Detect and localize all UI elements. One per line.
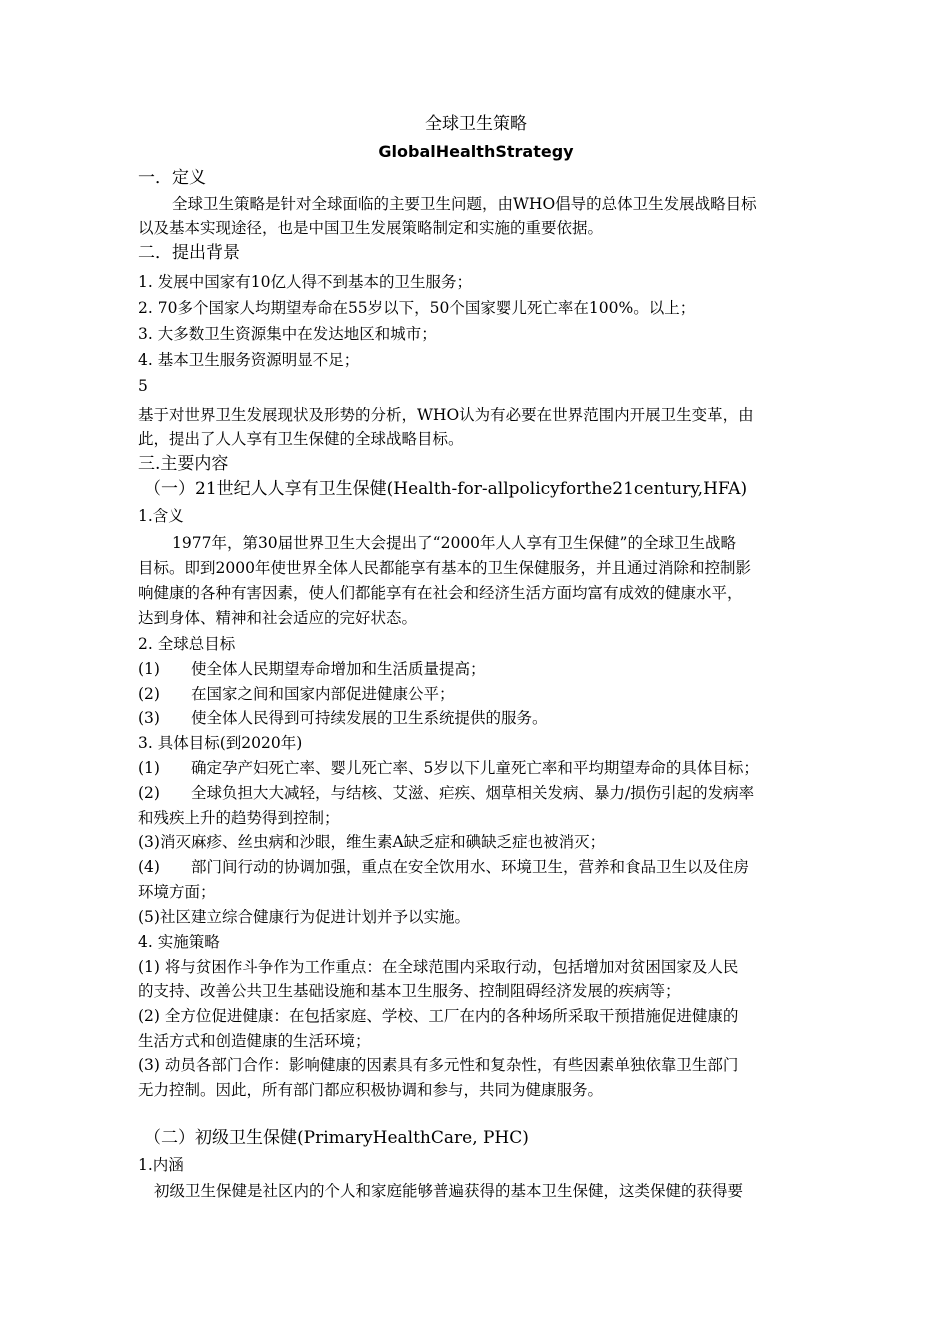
paragraph-line: 响健康的各种有害因素，使人们都能享有在社会和经济生活方面均富有成效的健康水平， [138, 584, 743, 602]
item-heading: 1.含义 [138, 507, 184, 525]
list-item: 5 [138, 377, 148, 395]
list-item: (4) 部门间行动的协调加强，重点在安全饮用水、环境卫生，营养和食品卫生以及住房 [138, 858, 749, 876]
paragraph-line: 和残疾上升的趋势得到控制； [138, 809, 340, 827]
paragraph-line: 的支持、改善公共卫生基础设施和基本卫生服务、控制阻碍经济发展的疾病等； [138, 982, 681, 1000]
list-item: (1) 使全体人民期望寿命增加和生活质量提高； [138, 660, 486, 678]
item-heading: 4. 实施策略 [138, 933, 220, 951]
list-item: (3)消灭麻疹、丝虫病和沙眼，维生素A缺乏症和碘缺乏症也被消灭； [138, 833, 606, 851]
paragraph-line: 初级卫生保健是社区内的个人和家庭能够普遍获得的基本卫生保健，这类保健的获得要 [154, 1182, 744, 1200]
paragraph-line: 生活方式和创造健康的生活环境； [138, 1032, 371, 1050]
section-heading: 三.主要内容 [138, 454, 229, 474]
list-item: (3) 使全体人民得到可持续发展的卫生系统提供的服务。 [138, 709, 548, 727]
paragraph-line: 环境方面； [138, 883, 216, 901]
list-item: (5)社区建立综合健康行为促进计划并予以实施。 [138, 908, 470, 926]
list-item: (1) 确定孕产妇死亡率、婴儿死亡率、5岁以下儿童死亡率和平均期望寿命的具体目标； [138, 759, 759, 777]
section-heading: 二．提出背景 [138, 243, 240, 263]
paragraph-line: 以及基本实现途径，也是中国卫生发展策略制定和实施的重要依据。 [138, 219, 604, 237]
list-item: (2) 全球负担大大减轻，与结核、艾滋、疟疾、烟草相关发病、暴力/损伤引起的发病率 [138, 784, 755, 802]
item-heading: 1.内涵 [138, 1156, 184, 1174]
list-item: (3) 动员各部门合作：影响健康的因素具有多元性和复杂性，有些因素单独依靠卫生部门 [138, 1056, 739, 1074]
paragraph-line: 全球卫生策略是针对全球面临的主要卫生问题，由WHO倡导的总体卫生发展战略目标 [172, 195, 757, 213]
list-item: 1. 发展中国家有10亿人得不到基本的卫生服务； [138, 273, 472, 291]
paragraph-line: 无力控制。因此，所有部门都应积极协调和参与，共同为健康服务。 [138, 1081, 604, 1099]
list-item: 4. 基本卫生服务资源明显不足； [138, 351, 360, 369]
title-chinese: 全球卫生策略 [425, 114, 527, 134]
subsection-heading: （一）21世纪人人享有卫生保健(Health-for-allpolicyforthe21century,HFA) [144, 479, 748, 499]
paragraph-line: 基于对世界卫生发展现状及形势的分析，WHO认为有必要在世界范围内开展卫生变革，由 [138, 406, 754, 424]
section-heading: 一．定义 [138, 168, 206, 188]
paragraph-line: 1977年，第30届世界卫生大会提出了“2000年人人享有卫生保健”的全球卫生战略 [172, 534, 736, 552]
item-heading: 3. 具体目标(到2020年) [138, 734, 303, 752]
list-item: (2) 在国家之间和国家内部促进健康公平； [138, 685, 455, 703]
list-item: (2) 全方位促进健康：在包括家庭、学校、工厂在内的各种场所采取干预措施促进健康的 [138, 1007, 739, 1025]
subsection-heading: （二）初级卫生保健(PrimaryHealthCare, PHC) [144, 1128, 529, 1148]
paragraph-line: 目标。即到2000年使世界全体人民都能享有基本的卫生保健服务，并且通过消除和控制影 [138, 559, 751, 577]
item-heading: 2. 全球总目标 [138, 635, 236, 653]
paragraph-line: 此，提出了人人享有卫生保健的全球战略目标。 [138, 430, 464, 448]
title-english: GlobalHealthStrategy [378, 142, 574, 161]
list-item: (1) 将与贫困作斗争作为工作重点：在全球范围内采取行动，包括增加对贫困国家及人民 [138, 958, 739, 976]
list-item: 3. 大多数卫生资源集中在发达地区和城市； [138, 325, 437, 343]
list-item: 2. 70多个国家人均期望寿命在55岁以下，50个国家婴儿死亡率在100%。以上； [138, 299, 696, 317]
paragraph-line: 达到身体、精神和社会适应的完好状态。 [138, 609, 418, 627]
